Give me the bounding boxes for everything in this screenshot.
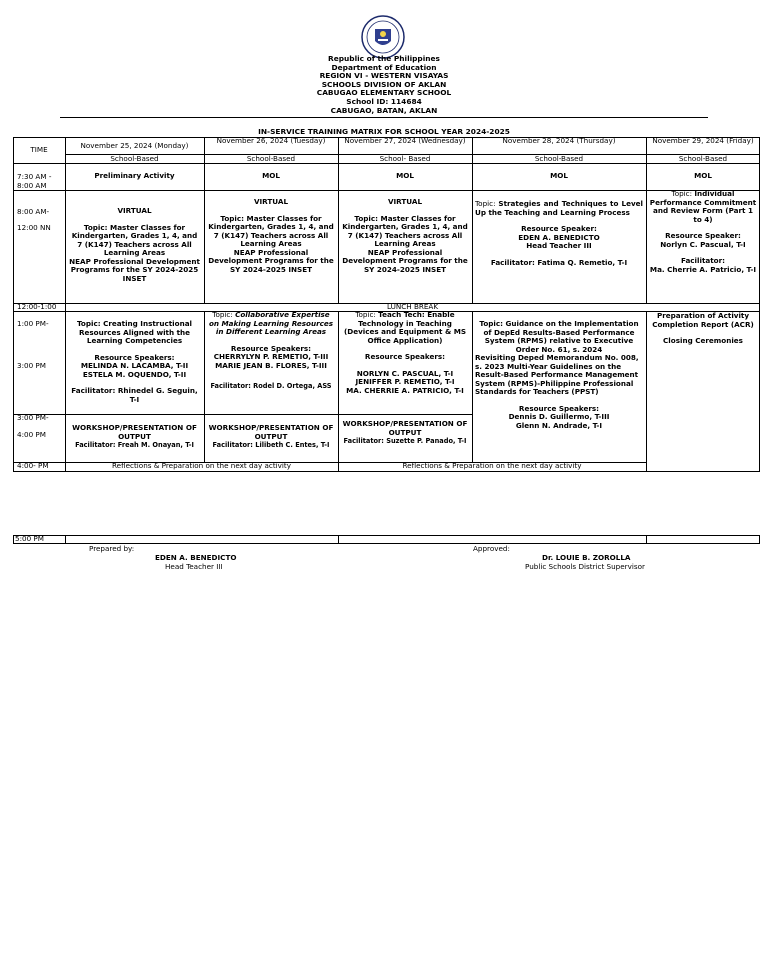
time-slot: 5:00 PM xyxy=(15,535,44,543)
session-topic: Individual Performance Commitment and Review Form (Part 1 to 4) xyxy=(649,190,757,224)
facilitator: Facilitator: Fatima Q. Remetio, T-I xyxy=(490,257,628,267)
session-tuesday-afternoon xyxy=(204,311,338,391)
time-slot: 1:00 PM- xyxy=(17,320,49,328)
activity-preliminary: Preliminary Activity xyxy=(94,172,175,180)
header-line: CABUGAO, BATAN, AKLAN xyxy=(330,105,438,115)
grid-line xyxy=(646,535,647,544)
session-wednesday-morning xyxy=(338,198,472,274)
resource-speaker-name: Dennis D. Guillermo, T-III xyxy=(508,412,610,421)
resource-speaker-name: EDEN A. BENEDICTO xyxy=(518,232,600,242)
activity-acr: Preparation of Activity Completion Report (ACR) xyxy=(652,312,754,329)
day-date-monday: November 25, 2024 (Monday) xyxy=(80,142,189,150)
session-topic: Collaborative Expertise on Making Learning Resources in Different Learning Areas xyxy=(208,311,334,336)
session-type: School-Based xyxy=(534,155,584,163)
workshop-title: WORKSHOP/PRESENTATION OF OUTPUT xyxy=(208,424,334,441)
resource-speaker-name: MA. CHERRIE A. PATRICIO, T-I xyxy=(346,385,464,395)
workshop-wednesday xyxy=(338,420,472,446)
resource-speaker-name: MARIE JEAN B. FLORES, T-III xyxy=(215,360,327,370)
facilitator: Facilitator: Freah M. Onayan, T-I xyxy=(75,441,194,449)
time-column-header: TIME xyxy=(30,146,48,154)
time-slot: 3:00 PM- xyxy=(17,414,49,422)
approved-title: Public Schools District Supervisor xyxy=(525,562,645,571)
time-slot: 4:00- PM xyxy=(17,462,49,470)
closing-time-row xyxy=(13,535,760,544)
session-mode: VIRTUAL xyxy=(253,198,289,206)
session-type: School-Based xyxy=(246,155,296,163)
topic-label: Topic: xyxy=(355,311,376,319)
matrix-title: IN-SERVICE TRAINING MATRIX FOR SCHOOL YEAR 2024-2025 xyxy=(258,127,510,136)
session-friday-morning xyxy=(646,190,760,274)
header-line: Department of Education xyxy=(331,62,437,72)
session-thursday-morning xyxy=(472,200,646,267)
resource-speaker-name: ESTELA M. OQUENDO, T-II xyxy=(82,369,187,379)
facilitator: Facilitator: Suzette P. Panado, T-I xyxy=(343,437,467,445)
session-topic: Topic: Guidance on the Implementation of DepEd Results-Based Performance System (RPMS) relative to Executive Order No. 61, s. 2024 xyxy=(479,320,639,354)
session-topic: Teach Tech: Enable Technology in Teaching (Devices and Equipment & MS Office Application) xyxy=(343,311,467,345)
grid-line xyxy=(65,535,66,544)
activity-mol: MOL xyxy=(262,172,280,180)
resource-speaker-name: Glenn N. Andrade, T-I xyxy=(515,420,603,430)
header-line: SCHOOLS DIVISION OF AKLAN xyxy=(321,79,447,89)
time-slot: 12:00-1:00 xyxy=(17,303,57,311)
facilitator: Facilitator: Rhinedel G. Seguin, T-I xyxy=(71,386,198,404)
session-memo: Revisiting Deped Memorandum No. 008, s. 2023 Multi-Year Guidelines on the Result-Based Performance Management System (RPMS)-Philippine Professional Standards for Teachers (PPST) xyxy=(475,353,639,396)
resource-speaker-name: JENIFFER P. REMETIO, T-I xyxy=(355,377,455,386)
session-topic: Strategies and Techniques to Level Up the Teaching and Learning Process xyxy=(475,200,643,217)
session-topic: Topic: Master Classes for Kindergarten, Grades 1, 4, and 7 (K147) Teachers across All Learning Areas xyxy=(71,222,198,257)
resource-speaker-name: CHERRYLYN P. REMETIO, T-III xyxy=(213,352,329,361)
approved-name: Dr. LOUIE B. ZOROLLA xyxy=(542,553,631,562)
day-date-thursday: November 28, 2024 (Thursday) xyxy=(502,137,616,145)
resource-speaker-title: Head Teacher III xyxy=(526,241,592,250)
grid-line xyxy=(13,414,472,415)
header-line: Republic of the Philippines xyxy=(328,54,440,63)
resource-speaker-label: Resource Speakers: xyxy=(230,343,312,353)
session-type: School- Based xyxy=(379,155,431,163)
session-monday-morning xyxy=(65,207,204,283)
workshop-tuesday xyxy=(204,424,338,450)
session-program: NEAP Professional Development Programs for the SY 2024-2025 INSET xyxy=(342,247,468,274)
facilitator-label: Facilitator: xyxy=(680,256,726,265)
document-header xyxy=(0,55,768,115)
day-date-tuesday: November 26, 2024 (Tuesday) xyxy=(216,137,326,145)
time-slot: 4:00 PM xyxy=(17,431,46,439)
session-topic: Topic: Creating Instructional Resources Aligned with the Learning Competencies xyxy=(76,320,193,345)
topic-label: Topic: xyxy=(671,190,693,198)
prepared-by-title: Head Teacher III xyxy=(165,562,223,571)
lunch-break: LUNCH BREAK xyxy=(386,303,439,311)
session-type: School-Based xyxy=(110,155,159,163)
prepared-by-name: EDEN A. BENEDICTO xyxy=(155,553,237,562)
header-line: CABUGAO ELEMENTARY SCHOOL xyxy=(316,88,452,98)
deped-seal-logo xyxy=(361,15,405,59)
activity-mol: MOL xyxy=(550,172,568,180)
reflections-note: Reflections & Preparation on the next day activity xyxy=(402,462,582,470)
grid-line xyxy=(338,535,339,544)
header-line: REGION VI - WESTERN VISAYAS xyxy=(319,71,449,81)
session-wednesday-afternoon xyxy=(338,311,472,395)
resource-speaker-name: Norlyn C. Pascual, T-I xyxy=(660,239,746,249)
topic-label: Topic: xyxy=(475,200,496,208)
activity-closing: Closing Ceremonies xyxy=(663,336,743,345)
session-type: School-Based xyxy=(678,155,728,163)
time-slot: 3:00 PM xyxy=(17,362,46,370)
facilitator: Facilitator: Lilibeth C. Entes, T-I xyxy=(212,441,330,449)
resource-speaker-name: NORLYN C. PASCUAL, T-I xyxy=(356,368,454,378)
workshop-monday xyxy=(65,424,204,450)
resource-speaker-name: MELINDA N. LACAMBA, T-II xyxy=(80,361,189,370)
topic-label: Topic: xyxy=(212,311,233,319)
time-slot: 7:30 AM - 8:00 AM xyxy=(17,173,52,190)
session-topic: Topic: Master Classes for Kindergarten, Grades 1, 4, and 7 (K147) Teachers across All Learning Areas xyxy=(342,213,468,248)
header-line: School ID: 114684 xyxy=(346,96,422,106)
resource-speaker-label: Resource Speakers: xyxy=(364,352,446,361)
reflections-note: Reflections & Preparation on the next day activity xyxy=(111,462,291,470)
resource-speaker-label: Resource Speakers: xyxy=(94,352,175,362)
session-friday-afternoon xyxy=(646,312,760,346)
facilitator: Facilitator: Rodel D. Ortega, ASS xyxy=(210,382,332,390)
day-date-wednesday: November 27, 2024 (Wednesday) xyxy=(344,137,466,145)
session-monday-afternoon xyxy=(65,320,204,404)
header-divider xyxy=(60,117,708,118)
activity-mol: MOL xyxy=(694,172,712,180)
resource-speaker-label: Resource Speakers: xyxy=(518,403,600,413)
session-mode: VIRTUAL xyxy=(387,198,423,206)
time-slot: 12:00 NN xyxy=(17,224,51,232)
resource-speaker-label: Resource Speaker: xyxy=(665,231,741,240)
workshop-title: WORKSHOP/PRESENTATION OF OUTPUT xyxy=(342,420,468,437)
session-program: NEAP Professional Development Programs for the SY 2024-2025 INSET xyxy=(208,247,334,274)
approved-label: Approved: xyxy=(473,544,510,553)
prepared-by-label: Prepared by: xyxy=(89,544,135,553)
session-program: NEAP Professional Development Programs for the SY 2024-2025 INSET xyxy=(69,256,200,283)
time-slot: 8:00 AM- xyxy=(17,208,50,216)
session-thursday-afternoon xyxy=(472,320,646,430)
session-topic: Topic: Master Classes for Kindergarten, Grades 1, 4, and 7 (K147) Teachers across All Learning Areas xyxy=(208,213,334,248)
facilitator-name: Ma. Cherrie A. Patricio, T-I xyxy=(649,264,757,274)
session-mode: VIRTUAL xyxy=(117,207,152,215)
activity-mol: MOL xyxy=(396,172,414,180)
day-date-friday: November 29, 2024 (Friday) xyxy=(652,137,754,145)
resource-speaker-label: Resource Speaker: xyxy=(521,224,597,233)
session-tuesday-morning xyxy=(204,198,338,274)
workshop-title: WORKSHOP/PRESENTATION OF OUTPUT xyxy=(72,424,197,441)
